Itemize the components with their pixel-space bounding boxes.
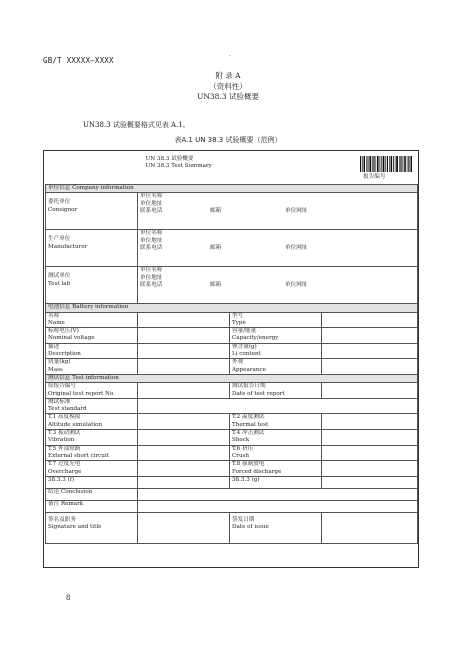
battery-left-value [138, 328, 230, 344]
appendix-name: UN38.3 试验概要 [197, 92, 259, 101]
battery-left-label: 描述 Description [46, 343, 138, 359]
summary-form [43, 150, 419, 568]
section-test [46, 374, 418, 382]
form-title [146, 156, 212, 171]
test-row [46, 430, 418, 446]
form-header [46, 152, 418, 185]
test-left-label: T.1 高度模拟 Altitude simulation [46, 414, 138, 430]
testlab-details [138, 267, 418, 304]
field-org-name: 单位名称 [140, 267, 163, 274]
appendix-title: 附 录 A [215, 71, 241, 80]
orig-report-value [138, 383, 230, 399]
consignor-en: Consignor [48, 206, 78, 213]
test-standard-label: 测试标准 Test standard [46, 398, 138, 414]
testlab-en: Test lab [48, 280, 71, 287]
test-right-label: T.4 冲击测试 Shock [230, 430, 322, 446]
section-battery-label: 电池信息 Battery information [46, 304, 418, 312]
test-left-value [138, 430, 230, 446]
form-title-en: UN 38.3 Test Summary [145, 163, 212, 170]
manufacturer-label [46, 230, 138, 267]
signature-label: 签名及职务 Signature and title [46, 512, 138, 543]
field-phone: 联系电话 [140, 244, 163, 251]
battery-right-label: 型号 Type [230, 312, 322, 328]
intro-text: UN38.3 试验概要格式见表 A.1。 [83, 121, 190, 129]
remark-value [138, 500, 418, 512]
battery-right-label: 外观 Appearance [230, 359, 322, 375]
battery-left-value [138, 359, 230, 375]
test-row [46, 461, 418, 477]
battery-row [46, 343, 418, 359]
section-company [46, 185, 418, 193]
section-company-label: 单位信息 Company information [46, 185, 418, 193]
conclusion-label: 结论 Conclusion [46, 488, 138, 500]
battery-row [46, 312, 418, 328]
field-org-name: 单位名称 [140, 193, 163, 200]
barcode-icon [360, 156, 412, 172]
conclusion-value [138, 488, 418, 500]
battery-row [46, 359, 418, 375]
battery-left-label: 质量(kg) Mass [46, 359, 138, 375]
field-org-address: 单位地址 [140, 200, 163, 207]
field-postcode: 邮箱 [210, 281, 222, 288]
contact-line [140, 245, 415, 252]
battery-left-value [138, 312, 230, 328]
test-row [46, 445, 418, 461]
field-website: 单位网址 [285, 281, 308, 288]
header-dot: . [229, 51, 231, 58]
clause-g-label: 38.3.3 (g) [230, 476, 322, 488]
issue-date-label: 签发日期 Date of issue [230, 512, 322, 543]
manufacturer-en: Manufacturer [48, 243, 88, 250]
signature-value [138, 512, 230, 543]
consignor-block [46, 193, 418, 230]
report-date-label: 测试报告日期 Date of test report [230, 383, 322, 399]
consignor-details [138, 193, 418, 230]
page-number: 8 [66, 594, 71, 602]
manufacturer-block [46, 230, 418, 267]
field-phone: 联系电话 [140, 281, 163, 288]
contact-line [140, 208, 415, 215]
testlab-block [46, 267, 418, 304]
test-left-value [138, 445, 230, 461]
form-header-row [46, 152, 418, 185]
test-right-value [322, 430, 418, 446]
battery-right-label: 锂含量(g) Li content [230, 343, 322, 359]
battery-row [46, 328, 418, 344]
appendix-nature: （资料性） [209, 82, 247, 91]
field-org-address: 单位地址 [140, 274, 163, 281]
remark-row [46, 500, 418, 512]
battery-right-value [322, 359, 418, 375]
section-test-label: 测试信息 Test information [46, 374, 418, 382]
battery-left-label: 标称电压(V) Nominal voltage [46, 328, 138, 344]
standard-code: GB/T XXXXX—XXXX [43, 56, 114, 65]
test-right-label: T.8 强制放电 Forced discharge [230, 461, 322, 477]
battery-right-value [322, 312, 418, 328]
issue-date-value [322, 512, 418, 543]
test-left-label: T.7 过度充电 Overcharge [46, 461, 138, 477]
test-left-value [138, 414, 230, 430]
clause-g-value [322, 476, 418, 488]
field-phone: 联系电话 [140, 207, 163, 214]
remark-label: 备注 Remark [46, 500, 138, 512]
field-org-name: 单位名称 [140, 230, 163, 237]
battery-right-label: 容量/能量 Capacity/energy [230, 328, 322, 344]
manufacturer-cn: 生产单位 [48, 236, 71, 243]
field-website: 单位网址 [285, 244, 308, 251]
battery-right-value [322, 343, 418, 359]
field-website: 单位网址 [285, 207, 308, 214]
test-left-label: T.3 振动测试 Vibration [46, 430, 138, 446]
conclusion-row [46, 488, 418, 500]
test-right-value [322, 445, 418, 461]
contact-line [140, 282, 415, 289]
battery-right-value [322, 328, 418, 344]
section-battery [46, 304, 418, 312]
test-right-value [322, 461, 418, 477]
test-right-label: T.6 挤压 Crush [230, 445, 322, 461]
test-standard-value [138, 398, 418, 414]
field-postcode: 邮箱 [210, 244, 222, 251]
consignor-label [46, 193, 138, 230]
summary-table [45, 152, 418, 544]
test-right-value [322, 414, 418, 430]
field-postcode: 邮箱 [210, 207, 222, 214]
testlab-label [46, 267, 138, 304]
field-org-address: 单位地址 [140, 237, 163, 244]
orig-report-label: 原报告编号 Original test report No. [46, 383, 138, 399]
testlab-cn: 测试单位 [48, 273, 71, 280]
report-no-label: 报告编号 [363, 174, 386, 180]
test-right-label: T.2 温度测试 Thermal test [230, 414, 322, 430]
form-title-cn: UN 38.3 试验概要 [145, 156, 194, 162]
table-title: 表A.1 UN 38.3 试验概要（范例） [174, 136, 282, 144]
test-left-value [138, 461, 230, 477]
clause-f-label: 38.3.3 (f) [46, 476, 138, 488]
orig-report-row [46, 383, 418, 399]
report-date-value [322, 383, 418, 399]
signature-row [46, 512, 418, 543]
clause-row [46, 476, 418, 488]
battery-left-label: 名称 Name [46, 312, 138, 328]
test-row [46, 414, 418, 430]
clause-f-value [138, 476, 230, 488]
consignor-cn: 委托单位 [48, 199, 71, 206]
manufacturer-details [138, 230, 418, 267]
battery-left-value [138, 343, 230, 359]
test-standard-row [46, 398, 418, 414]
test-left-label: T.5 外部短路 External short circuit [46, 445, 138, 461]
